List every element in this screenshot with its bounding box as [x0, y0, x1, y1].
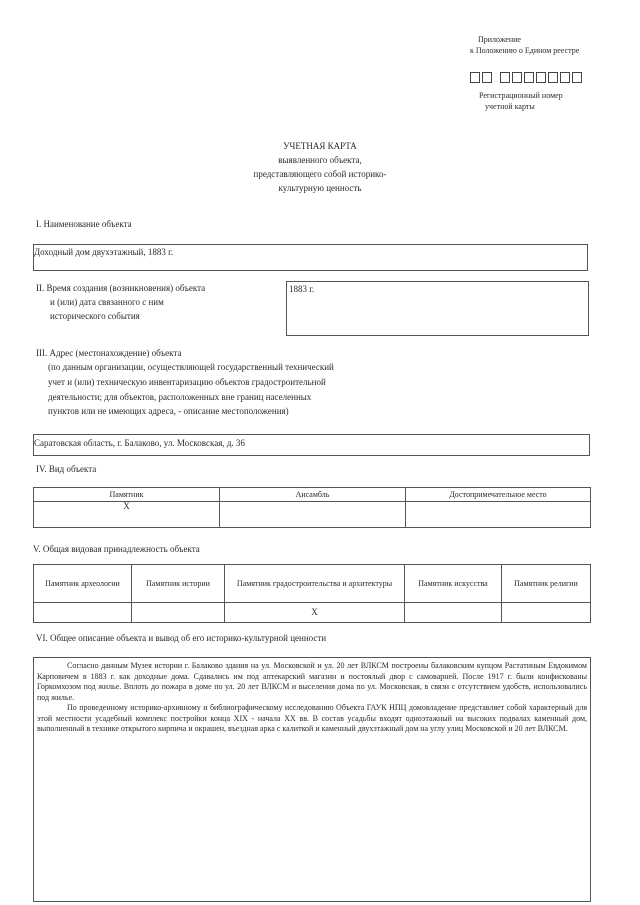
table-header-cell: Памятник истории	[132, 565, 225, 603]
section4-heading: IV. Вид объекта	[36, 464, 97, 474]
table-mark-cell	[132, 603, 225, 623]
registration-digit-box	[560, 72, 570, 83]
title-line1: УЧЕТНАЯ КАРТА	[283, 141, 357, 151]
registration-digit-box	[482, 72, 492, 83]
table-header-cell: Ансамбль	[220, 488, 406, 502]
section6-heading: VI. Общее описание объекта и вывод об его историко-культурной ценности	[36, 633, 327, 643]
table-header-cell: Памятник искусства	[405, 565, 502, 603]
registration-label-line1: Регистрационный номер	[479, 91, 563, 100]
registration-label-line2: учетной карты	[485, 102, 535, 111]
table-header-cell: Памятник	[34, 488, 220, 502]
table-mark-cell	[502, 603, 591, 623]
table-mark-cell: Х	[34, 502, 220, 528]
section3-note-line4: пунктов или не имеющих адреса, - описание местоположения)	[48, 406, 289, 416]
section3-heading: III. Адрес (местонахождение) объекта	[36, 348, 182, 358]
description-field	[33, 657, 591, 902]
registration-digit-box	[512, 72, 522, 83]
object-type-table	[33, 487, 591, 528]
registration-digit-box	[524, 72, 534, 83]
object-name-value: Доходный дом двухэтажный, 1883 г.	[34, 247, 174, 257]
registration-digit-box	[500, 72, 510, 83]
section2-heading-line3: исторического события	[50, 311, 140, 321]
appendix-line1: Приложение	[478, 35, 521, 44]
table-header-cell: Памятник градостроительства и архитектуры	[225, 565, 405, 603]
address-value: Саратовская область, г. Балаково, ул. Московская, д. 36	[34, 438, 245, 448]
section3-note-line1: (по данным организации, осуществляющей государственный технический	[48, 362, 334, 372]
table-header-cell: Памятник религии	[502, 565, 591, 603]
title-line3: представляющего собой историко-	[253, 169, 387, 179]
object-name-field	[33, 244, 588, 271]
registration-digit-box	[536, 72, 546, 83]
table-mark-cell	[220, 502, 406, 528]
title-line2: выявленного объекта,	[278, 155, 362, 165]
table-mark-cell	[34, 603, 132, 623]
description-paragraph: По проведенному историко-архивному и библиографическому исследованию Объекта ГАУК НПЦ домовладение представляет собой характерный для этой местности усадебный комплекс постройки конца XIX - начала XX вв. В состав усадьбы входят одноэтажный на высоких подвалах каменный дом, выполненный в технике открытого кирпича и окрашен, въездная арка с калиткой и каменный двухэтажный дом на углу улиц Московской и 20 лет ВЛКСМ.	[37, 703, 587, 733]
page-title	[0, 140, 640, 194]
section5-heading: V. Общая видовая принадлежность объекта	[33, 544, 200, 554]
section1-heading: I. Наименование объекта	[36, 219, 132, 229]
creation-date-field	[286, 281, 589, 336]
table-mark-cell	[406, 502, 591, 528]
section2-heading-line1: II. Время создания (возникновения) объекта	[36, 283, 206, 293]
registration-digit-box	[548, 72, 558, 83]
table-header-cell: Достопримечательное место	[406, 488, 591, 502]
title-line4: культурную ценность	[278, 183, 362, 193]
address-field	[33, 434, 590, 456]
appendix-line2: к Положению о Едином реестре	[470, 46, 580, 55]
section3-note-line2: учет и (или) техническую инвентаризацию объектов градостроительной	[48, 377, 326, 387]
category-table	[33, 564, 591, 623]
registration-digit-box	[572, 72, 582, 83]
section3-note-line3: деятельности; для объектов, расположенных вне границ населенных	[48, 392, 312, 402]
creation-date-value: 1883 г.	[289, 284, 315, 294]
table-header-cell: Памятник археологии	[34, 565, 132, 603]
table-mark-cell: Х	[225, 603, 405, 623]
table-mark-cell	[405, 603, 502, 623]
section2-heading-line2: и (или) дата связанного с ним	[50, 297, 164, 307]
description-paragraph: Согласно данным Музея истории г. Балаково здания на ул. Московской и ул. 20 лет ВЛКСМ построены балаковским купцом Растатиным Евдокимом Карповичем в 1883 г. как доходные дома. Сдавались им под аптекарский магазин и постоялый двор с самоварней. После 1917 г. были конфискованы Горкомхозом под жилье. Вплоть до пожара в доме по ул. 20 лет ВЛКСМ и выселения дома по ул. Московская, в связи с отсутствием удобств, использовались под жилье.	[37, 661, 587, 702]
registration-digit-box	[470, 72, 480, 83]
